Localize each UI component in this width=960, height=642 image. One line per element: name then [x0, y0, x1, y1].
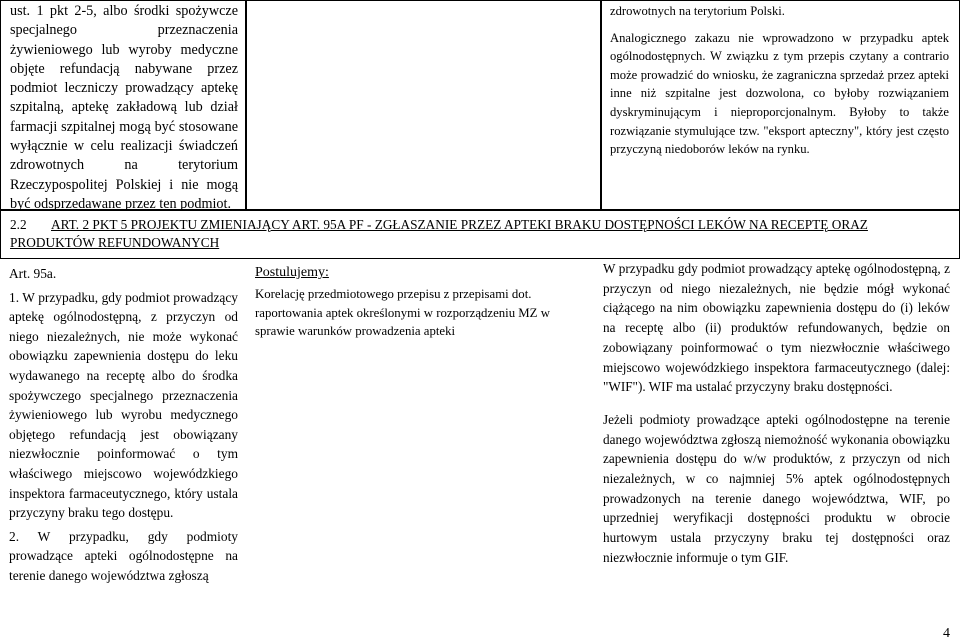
postulate-text: Korelację przedmiotowego przepisu z przepisami dot. raportowania aptek określonymi w rozporządzeniu MZ w sprawie warunków prowadzenia apteki	[255, 287, 550, 338]
top-middle-cell	[246, 0, 601, 210]
commentary-column	[601, 259, 960, 609]
section-number: 2.2	[10, 217, 27, 232]
top-left-cell	[0, 0, 246, 210]
top-left-text: ust. 1 pkt 2-5, albo środki spożywcze specjalnego przeznaczenia żywieniowego lub wyroby medyczne objęte refundacją nabywane przez podmiot leczniczy prowadzący aptekę szpitalną, aptekę zakładową lub dział farmacji szpitalnej mogą być stosowane wyłącznie w celu realizacji świadczeń zdrowotnych na terytorium Rzeczypospolitej Polskiej i nie mogą być odsprzedawane przez ten podmiot.	[10, 3, 238, 212]
article-paragraph-2: 2. W przypadku, gdy podmioty prowadzące apteki ogólnodostępne na terenie danego województwa zgłoszą	[9, 528, 238, 583]
top-right-continuation: zdrowotnych na terytorium Polski.	[610, 4, 785, 18]
section-heading	[0, 210, 960, 259]
postulate-label: Postulujemy:	[255, 265, 329, 280]
postulate-column	[246, 259, 601, 609]
commentary-paragraph-1: W przypadku gdy podmiot prowadzący aptekę ogólnodostępną, z przyczyn od niego niezależnych, nie będzie mógł wykonać ciążącego na nim obowiązku zapewnienia dostępu do (i) leków na receptę albo (ii) produktów refundowanych, będzie on zobowiązany poinformować o tym niezwłocznie właściwego miejscowo wojewódzkiego inspektora farmaceutycznego (dalej: "WIF"). WIF ma ustalać przyczyny braku dostępności.	[603, 261, 950, 395]
section-title: ART. 2 PKT 5 PROJEKTU ZMIENIAJĄCY ART. 95A PF - ZGŁASZANIE PRZEZ APTEKI BRAKU DOSTĘPNOŚCI LEKÓW NA RECEPTĘ ORAZ PRODUKTÓW REFUNDOWANYCH	[10, 217, 868, 250]
top-right-cell	[601, 0, 960, 210]
commentary-paragraph-2: Jeżeli podmioty prowadzące apteki ogólnodostępne na terenie danego województwa zgłoszą niemożność wykonania obowiązku zapewnienia dostępu do w/w produktów, z przyczyn od nich niezależnych, w co najmniej 5% aptek ogólnodostępnych prowadzonych na terenie danego województwa, WIF, po uprzedniej weryfikacji dostępności produktu w obrocie hurtowym ustala przyczyny braku tej dostępności oraz niezwłocznie informuje o tym GIF.	[603, 411, 950, 565]
article-paragraph-1: 1. W przypadku, gdy podmiot prowadzący aptekę ogólnodostępną, z przyczyn od niego niezależnych, nie może wykonać obowiązku zapewnienia dostępu do leku wydawanego na receptę albo do środka spożywczego specjalnego przeznaczenia żywieniowego lub wyrobu medycznego objętego refundacją jest obowiązany niezwłocznie poinformować o tym właściwego miejscowo wojewódzkiego inspektora farmaceutycznego, który ustala przyczyny braku tego dostępu.	[9, 289, 238, 521]
legal-text-column	[0, 259, 246, 609]
page-number: 4	[943, 626, 950, 641]
top-right-paragraph: Analogicznego zakazu nie wprowadzono w przypadku aptek ogólnodostępnych. W związku z tym przepis czytany a contrario może prowadzić do wniosku, że zagraniczna sprzedaż przez apteki inne niż szpitalne jest dozwolona, co byłoby rozwiązaniem dyskryminującym i nieproporcjonalnym. Byłoby to także rozwiązanie stymulujące tzw. "eksport apteczny", który jest często przyczyną niedoborów leków na rynku.	[610, 30, 949, 157]
article-number: Art. 95a.	[9, 266, 57, 281]
